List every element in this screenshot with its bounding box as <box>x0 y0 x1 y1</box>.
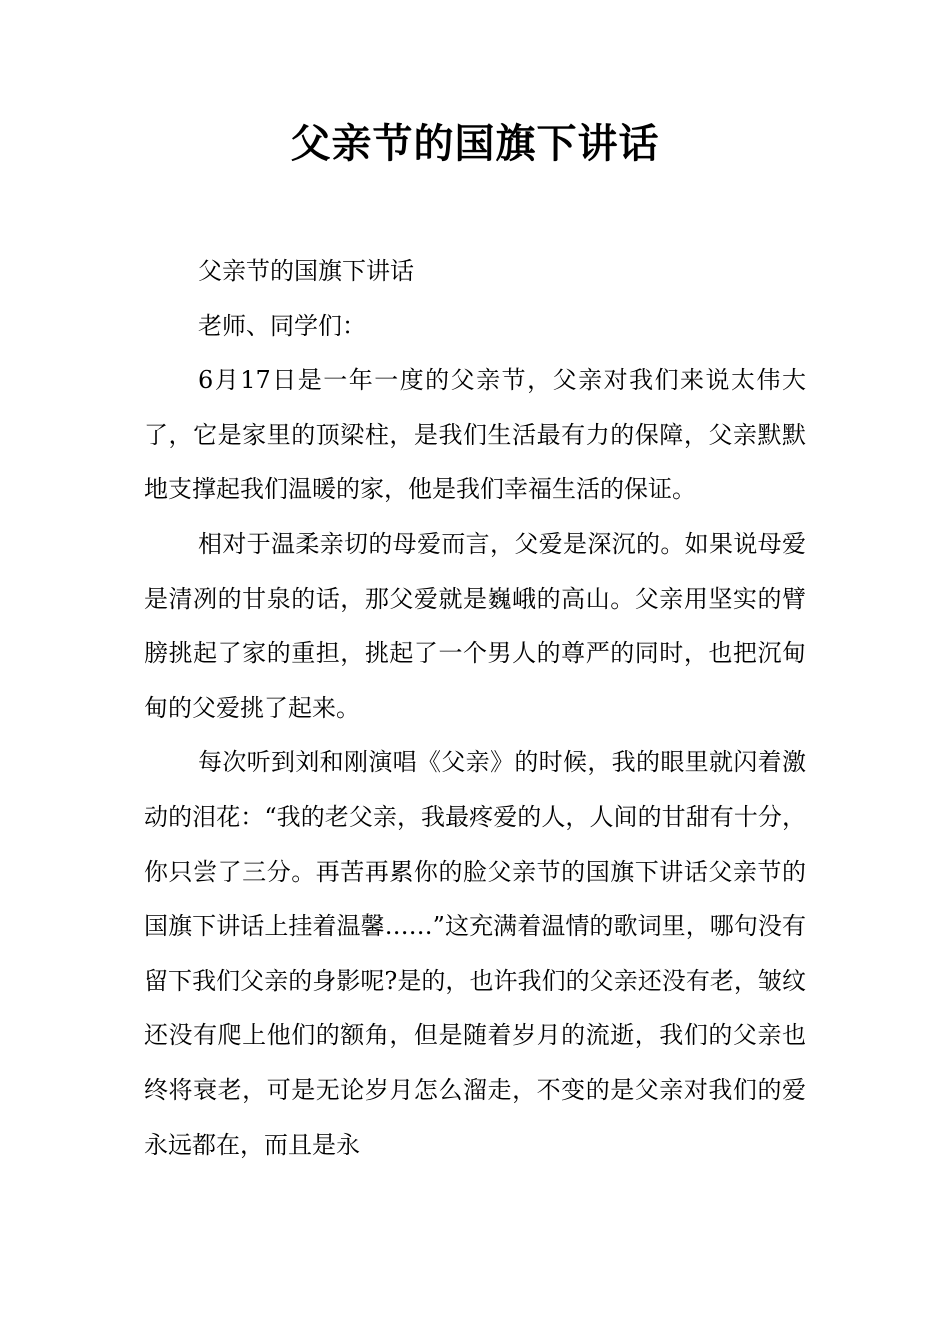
paragraph-subtitle: 父亲节的国旗下讲话 <box>198 257 414 285</box>
document-title: 父亲节的国旗下讲话 <box>290 120 660 167</box>
paragraph-fathers-day-intro: 6月17日是一年一度的父亲节，父亲对我们来说太伟大了，它是家里的顶梁柱，是我们生活最有力的保障，父亲默默地支撑起我们温暖的家，他是我们幸福生活的保证。 <box>144 366 806 504</box>
paragraph-fatherly-love: 相对于温柔亲切的母爱而言，父爱是深沉的。如果说母爱是清冽的甘泉的话，那父爱就是巍峨的高山。父亲用坚实的臂膀挑起了家的重担，挑起了一个男人的尊严的同时，也把沉甸甸的父爱挑了起来。 <box>144 529 806 722</box>
document-body <box>144 244 806 1172</box>
paragraph-song-father: 每次听到刘和刚演唱《父亲》的时候，我的眼里就闪着激动的泪花：“我的老父亲，我最疼爱的人，人间的甘甜有十分，你只尝了三分。再苦再累你的脸父亲节的国旗下讲话父亲节的国旗下讲话上挂着温馨……”这充满着温情的歌词里，哪句没有留下我们父亲的身影呢?是的，也许我们的父亲还没有老，皱纹还没有爬上他们的额角，但是随着岁月的流逝，我们的父亲也终将衰老，可是无论岁月怎么溜走，不变的是父亲对我们的爱永远都在，而且是永 <box>144 748 806 1159</box>
paragraph-salutation: 老师、同学们： <box>198 311 366 340</box>
